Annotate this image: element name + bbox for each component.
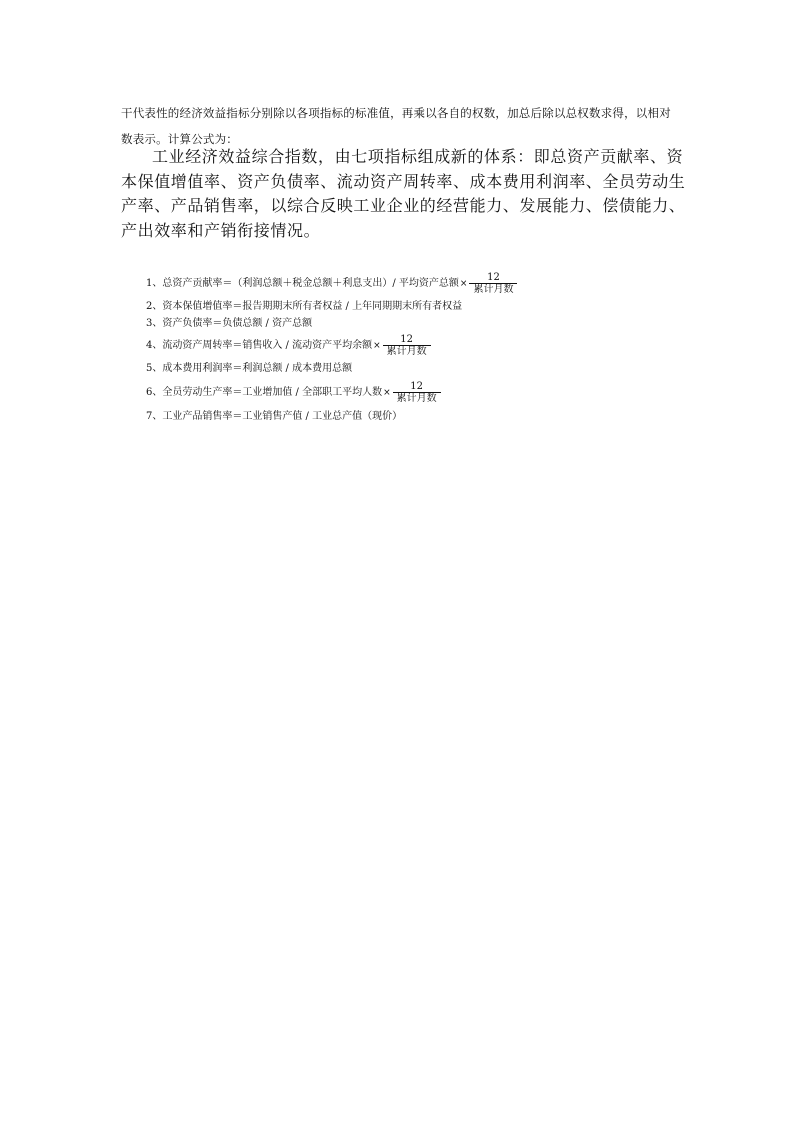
fraction — [383, 334, 431, 358]
formula-6-text: 6、全员劳动生产率＝工业增加值 / 全部职工平均人数 — [146, 387, 383, 398]
fraction-numerator: 12 — [487, 272, 500, 283]
fraction — [393, 381, 441, 405]
formula-7 — [146, 405, 402, 429]
multiply-sign: × — [459, 279, 468, 289]
intro-line-2: 数表示。计算公式为： — [121, 132, 238, 146]
fraction-denominator: 累计月数 — [386, 346, 427, 357]
fraction-numerator: 12 — [410, 381, 423, 392]
main-line-4: 产出效率和产销衔接情况。 — [121, 220, 321, 240]
multiply-sign: × — [373, 341, 381, 351]
main-line-2: 本保值增值率、资产负债率、流动资产周转率、成本费用利润率、全员劳动生 — [121, 171, 686, 191]
formula-3-text: 3、资产负债率＝负债总额 / 资产总额 — [146, 318, 313, 329]
formula-6 — [146, 381, 441, 405]
formula-1-text: 1、总资产贡献率＝（利润总额＋税金总额＋利息支出）/ 平均资产总额 — [146, 278, 459, 289]
intro-line-1: 干代表性的经济效益指标分别除以各项指标的标准值，再乘以各自的权数，加总后除以总权数求得，以相对 — [121, 106, 671, 120]
fraction-denominator: 累计月数 — [473, 284, 514, 295]
formula-4-text: 4、流动资产周转率＝销售收入 / 流动资产平均余额 — [146, 340, 373, 351]
fraction-numerator: 12 — [400, 334, 413, 345]
formula-5 — [146, 357, 352, 381]
formula-7-text: 7、工业产品销售率＝工业销售产值 / 工业总产值（现价） — [146, 411, 403, 422]
fraction-denominator: 累计月数 — [396, 393, 437, 404]
main-paragraph — [121, 145, 686, 243]
multiply-sign: × — [383, 388, 391, 398]
formula-5-text: 5、成本费用利润率＝利润总额 / 成本费用总额 — [146, 363, 353, 374]
formula-2-text: 2、资本保值增值率＝报告期期末所有者权益 / 上年同期期末所有者权益 — [146, 301, 463, 312]
formula-3 — [146, 312, 312, 336]
main-line-1: 工业经济效益综合指数，由七项指标组成新的体系：即总资产贡献率、资 — [152, 147, 684, 166]
formula-1 — [146, 272, 517, 296]
fraction — [469, 272, 517, 296]
formula-4 — [146, 334, 431, 358]
main-line-3: 产率、产品销售率，以综合反映工业企业的经营能力、发展能力、偿债能力、 — [121, 196, 686, 215]
